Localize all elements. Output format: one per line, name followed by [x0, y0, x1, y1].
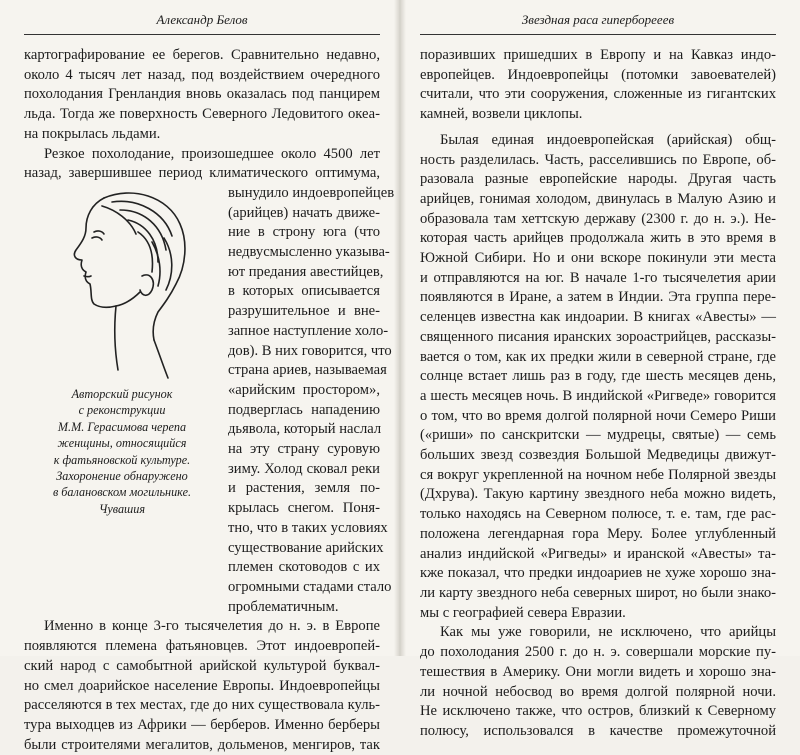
running-head-right: Звездная раса гиперборееев	[420, 12, 776, 35]
text-line: до похолодания 2500 г. до н. э. совершали морские пу-	[420, 644, 776, 661]
right-page	[402, 0, 800, 739]
caption-line: Захоронение обнаружено	[56, 469, 188, 484]
text-line: только находясь на Северном полюсе, т. е. там, где рас-	[420, 506, 776, 523]
caption-line: М.М. Герасимова черепа	[57, 419, 187, 434]
figure-caption	[24, 386, 220, 517]
left-top-block	[24, 46, 380, 184]
caption-line: женщины, относящийся	[57, 436, 187, 451]
text-line: арийцев, гонимая холодом, двинулась в Малую Азию и	[420, 190, 776, 207]
text-line: племен скотоводов с их	[228, 559, 380, 576]
text-line: образовала там хеттскую державу (2300 г. до н. э.). Не-	[420, 210, 776, 227]
text-line: селенцев известна как индоарии. В книгах «Авесты» —	[420, 309, 776, 326]
text-line: крылась снегом. Поня-	[228, 500, 380, 517]
text-line: о том, что во время долгой полярной ночи Семеро Риши	[420, 407, 776, 424]
text-line: страна ариев, называемая	[228, 362, 387, 379]
caption-line: Чувашия	[98, 501, 146, 516]
portrait-figure	[24, 176, 224, 516]
woman-profile-drawing	[42, 180, 192, 380]
text-line: существование арийских	[228, 539, 384, 556]
text-line: Былая единая индоевропейская (арийская) общ-	[440, 131, 776, 148]
text-line: проблематичным.	[228, 598, 339, 615]
text-line: разовала разные европейские народы. Другая часть	[420, 171, 776, 188]
text-line: Резкое похолодание, произошедшее около 4500 лет	[44, 145, 380, 162]
text-line: (Дхрува). Такую картину звездного неба можно видеть,	[420, 486, 776, 503]
caption-line: к фатьяновской культуре.	[53, 452, 191, 467]
text-line: тешествия в Америку. Они могли видеть и хорошо зна-	[420, 663, 776, 680]
text-line: и растения, земля по-	[228, 480, 380, 497]
text-line: были строителями мегалитов, дольменов, менгиров, так	[24, 736, 380, 753]
text-line: появляются в Иране, а затем в Индии. Эта группа пере-	[420, 289, 776, 306]
text-line: похолодания Гренландия вновь оказалась под панцирем	[24, 86, 380, 103]
text-line: больших звезд созвездия Большой Медведицы движут-	[420, 447, 776, 464]
left-page	[0, 0, 398, 753]
caption-line: с реконструкции	[78, 403, 166, 418]
text-line: поразивших пришедших в Европу и на Кавказ индо-	[420, 47, 776, 63]
text-line: камней, возвели циклопы.	[420, 106, 583, 123]
text-line: (арийцев) начать движе-	[228, 204, 380, 221]
text-line: появляются племена фатьяновцев. Этот индоевропей-	[24, 638, 380, 655]
text-line: на эту страну суровую	[228, 441, 380, 458]
text-line: расселяются в тех местах, где до них существовала куль-	[24, 697, 380, 714]
text-line: ли ночной небосвод во время долгой полярной ночи.	[420, 683, 776, 700]
text-line: священного писания иранских зороастрийцев, рассказы-	[420, 328, 776, 345]
text-line: тно, что в таких условиях	[228, 519, 388, 536]
text-line: запное наступление холо-	[228, 322, 389, 339]
text-line: но смел доарийское население Европы. Индоевропейцы	[24, 677, 380, 694]
text-line: льда. Тогда же поверхность Северного Ледовитого океа-	[24, 106, 380, 123]
text-line: подверглась нападению	[228, 401, 380, 418]
text-line: Как мы уже говорили, не исключено, что арийцы	[440, 624, 776, 641]
running-head-left: Александр Белов	[24, 12, 380, 35]
text-line: зиму. Холод сковал реки	[228, 460, 380, 477]
text-line: ли карту звездного неба северных широт, но были знако-	[420, 584, 776, 601]
caption-line: в балановском могильнике.	[52, 485, 192, 500]
text-line: на покрылась льдами.	[24, 125, 161, 142]
text-line: анализ индийской «Ригведы» и иранской «Авесты» та-	[420, 545, 776, 562]
text-line: тура выходцев из Африки — берберов. Именно берберы	[24, 716, 380, 733]
text-line: считали, что эти сооружения, сложенные из гигантских	[420, 86, 776, 103]
text-line: недвусмысленно указыва-	[228, 244, 390, 261]
text-line: Именно в конце 3-го тысячелетия до н. э. в Европе	[44, 618, 380, 635]
text-line: ют предания авестийцев,	[228, 263, 384, 280]
text-line: положена легендарная гора Меру. Более углубленный	[420, 525, 776, 542]
text-line: солнце встает лишь раз в году, где шесть месяцев день,	[420, 368, 776, 385]
text-line: ность разделилась. Часть, расселившись по Европе, об-	[420, 151, 776, 168]
text-line: ский народ с самобытной арийской культурой буквал-	[24, 657, 380, 674]
text-line: ние в строну юга (что	[228, 224, 380, 241]
text-line: мы с географией севера Евразии.	[420, 604, 626, 621]
caption-line: Авторский рисунок	[71, 387, 173, 401]
text-line: около 4 тысяч лет назад, под воздействием очередного	[24, 66, 380, 83]
text-line: европейцев. Индоевропейцы (потомки завоевателей)	[420, 66, 776, 83]
text-line: а шесть месяцев ночь. В индийской «Ригведе» говорится	[420, 387, 776, 404]
right-body-text	[420, 46, 776, 742]
text-line: и отправляются на юг. В начале 1-го тысячелетия арии	[420, 269, 776, 286]
text-line: вается о том, как их предки жили в северной стране, где	[420, 348, 776, 365]
text-line: разрушительное и вне-	[228, 303, 380, 320]
text-line: кже показал, что предки индоариев не хуже хорошо зна-	[420, 565, 776, 582]
text-line: Не исключено также, что остров, близкий к Северному	[420, 703, 776, 720]
text-line: картографирование ее берегов. Сравнительно недавно,	[24, 47, 380, 63]
text-line: полюсу, использовался в качестве промежуточной	[420, 722, 776, 739]
text-line: («риши» по санскритски — мудрецы, святые) — семь	[420, 427, 776, 444]
text-line: вынудило индоевропейцев	[228, 184, 395, 201]
text-line: огромными стадами стало	[228, 578, 392, 595]
text-line: дьявола, который наслал	[228, 421, 382, 438]
text-line: которая часть арийцев продолжала жить в это время в	[420, 230, 776, 247]
text-line: в которых описывается	[228, 283, 380, 300]
text-line: дов). В них говорится, что	[228, 342, 392, 359]
text-line: назад, завершившее период климатического оптимума,	[24, 165, 380, 182]
left-bottom-block	[24, 617, 380, 755]
text-line: Южной Сибири. Но и они вскоре покинули эти места	[420, 250, 776, 267]
text-line: «арийским простором»,	[228, 381, 380, 398]
text-line: ся вокруг укрепленной на ночном небе Полярной звезды	[420, 466, 776, 483]
